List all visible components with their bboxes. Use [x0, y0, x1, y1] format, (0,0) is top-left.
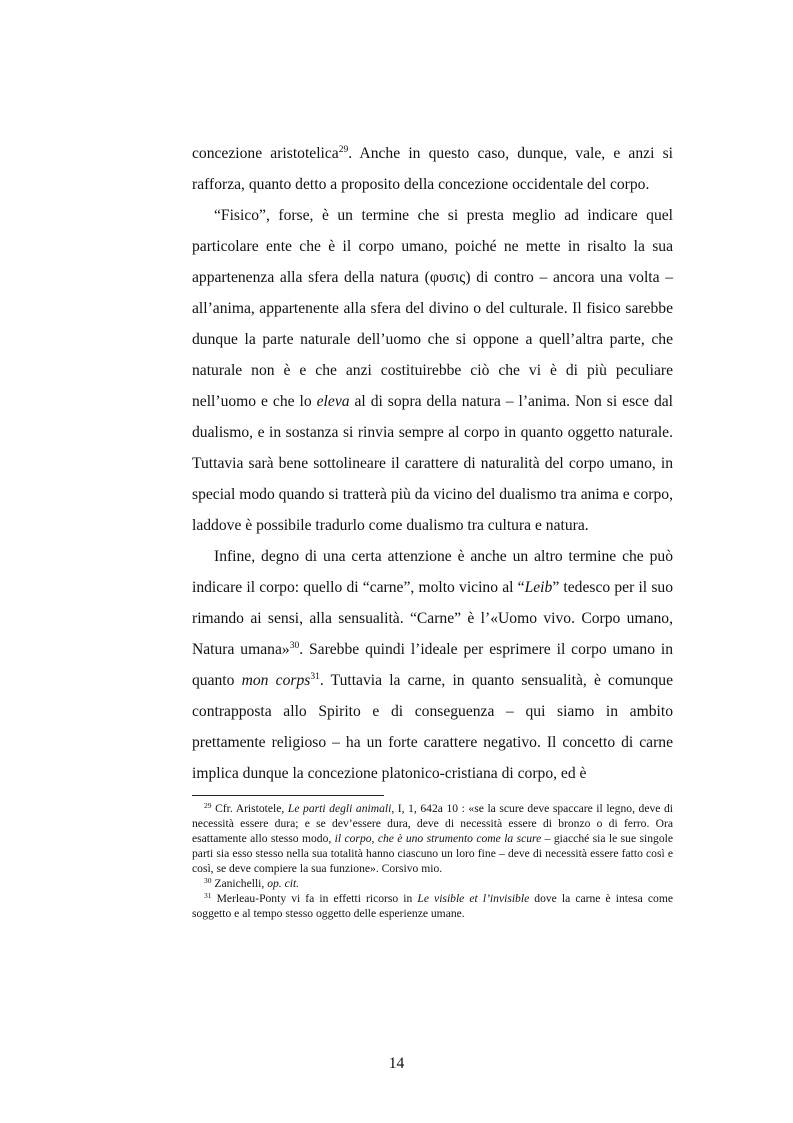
body-text	[192, 138, 673, 789]
paragraph: “Fisico”, forse, è un termine che si presta meglio ad indicare quel particolare ente che è il corpo umano, poiché ne mette in risalto la sua appartenenza alla sfera della natura (φυσις) di contro – ancora una volta – all’anima, appartenente alla sfera del divino o del culturale. Il fisico sarebbe dunque la parte naturale dell’uomo che si oppone a quell’altra parte, che naturale non è e che anzi costituirebbe ciò che vi è di più peculiare nell’uomo e che lo eleva al di sopra della natura – l’anima. Non si esce dal dualismo, e in sostanza si rinvia sempre al corpo in quanto oggetto naturale. Tuttavia sarà bene sottolineare il carattere di naturalità del corpo umano, in special modo quando si tratterà più da vicino del dualismo tra anima e corpo, laddove è possibile tradurlo come dualismo tra cultura e natura.	[192, 207, 673, 534]
footnote-divider	[192, 795, 384, 796]
footnote: $^{29}$ Cfr. Aristotele, Le parti degli animali, I, 1, 642a 10 : «se la scure deve spaccare il legno, deve di necessità essere dura; e se dev’essere dura, deve di necessità essere di bronzo o di ferro. Ora esattamente allo stesso modo, il corpo, che è uno strumento come la scure – giacché sia le sue singole parti sia esso stesso nella sua totalità hanno ciascuno un loro fine – deve di necessità essere fatto così e così, se deve compiere la sua funzione». Corsivo mio.	[192, 801, 674, 875]
footnote-ref: 30	[289, 641, 300, 651]
footnote: $^{30}$ Zanichelli, op. cit.	[204, 876, 300, 890]
footnotes	[192, 801, 673, 921]
footnote: $^{31}$ Merleau-Ponty vi fa in effetti ricorso in Le visible et l’invisible dove la carne è intesa come soggetto e al tempo stesso oggetto delle esperienze umane.	[192, 891, 673, 920]
page-number: 14	[388, 1055, 405, 1072]
paragraph: concezione aristotelica$^{29}$. Anche in questo caso, dunque, vale, e anzi si rafforza, quanto detto a proposito della concezione occidentale del corpo.	[192, 145, 673, 193]
paragraph: Infine, degno di una certa attenzione è anche un altro termine che può indicare il corpo: quello di “carne”, molto vicino al “Leib” tedesco per il suo rimando ai sensi, alla sensualità. “Carne” è l’«Uomo vivo. Corpo umano, Natura umana»$^{30}$. Sarebbe quindi l’ideale per esprimere il corpo umano in quanto mon corps$^{31}$. Tuttavia la carne, in quanto sensualità, è comunque contrapposta allo Spirito e di conseguenza – qui siamo in ambito prettamente religioso – ha un forte carattere negativo. Il concetto di carne implica dunque la concezione platonico-cristiana di corpo, ed è	[192, 548, 673, 782]
footnote-ref: 31	[310, 672, 320, 682]
footnote-ref: 29	[338, 145, 349, 155]
